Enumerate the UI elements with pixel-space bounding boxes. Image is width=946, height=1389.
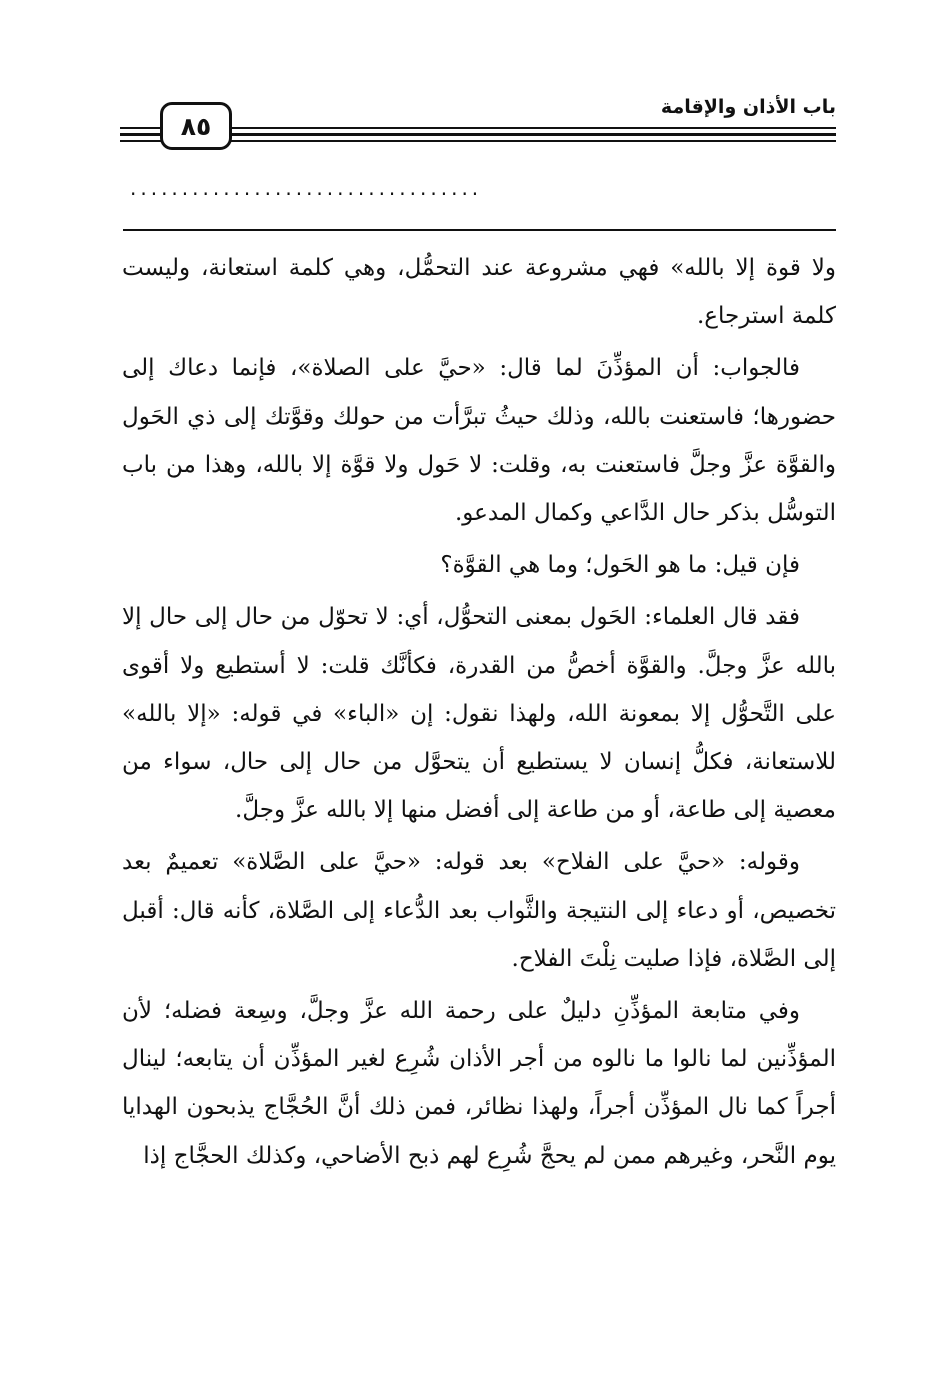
paragraph-scholars: فقد قال العلماء: الحَول بمعنى التحوُّل، أي: لا تحوّل من حال إلى حال إلا بالله عزَّ وجلَّ. والقوَّة أخصُّ من القدرة، فكأنَّك قلت: لا أستطيع ولا أقوى على التَّحوُّل إلا بمعونة الله، ولهذا نقول: إن «الباء» في قوله: «إلا بالله» للاستعانة، فكلُّ إنسان لا يستطيع أن يتحوَّل من حال إلى حال، سواء من معصية إلى طاعة، أو من طاعة إلى أفضل منها إلا بالله عزَّ وجلَّ. [122, 604, 836, 824]
chapter-title: باب الأذان والإقامة [660, 96, 836, 118]
body-text [122, 244, 836, 1184]
paragraph-following-muadhin: وفي متابعة المؤذِّنِ دليلٌ على رحمة الله عزَّ وجلَّ، وسِعة فضله؛ لأن المؤذِّنين لما نالوا ما نالوه من أجر الأذان شُرِع لغير المؤذِّن أن يتابعه؛ لينال أجراً كما نال المؤذِّن أجراً، ولهذا نظائر، فمن ذلك أنَّ الحُجَّاج يذبحون الهدايا يوم النَّحر، وغيرهم ممن لم يحجَّ شُرِع لهم ذبح الأضاحي، وكذلك الحجَّاج إذا [122, 998, 836, 1169]
footnote-separator-line [123, 229, 836, 231]
page-number: ٨٥ [160, 102, 232, 150]
page-header [120, 92, 836, 152]
paragraph-answer: فالجواب: أن المؤذِّنَ لما قال: «حيَّ على الصلاة»، فإنما دعاك إلى حضورها؛ فاستعنت بالله، وذلك حيثُ تبرَّأت من حولك وقوَّتك إلى ذي الحَول والقوَّة عزَّ وجلَّ فاستعنت به، وقلت: لا حَول ولا قوَّة إلا بالله، وهذا من باب التوسُّل بذكر حال الدَّاعي وكمال المدعو. [122, 355, 836, 527]
paragraph-question: فإن قيل: ما هو الحَول؛ وما هي القوَّة؟ [440, 552, 800, 579]
dotted-separator: .................................. [130, 176, 483, 200]
paragraph-continuation: ولا قوة إلا بالله» فهي مشروعة عند التحمُّل، وهي كلمة استعانة، وليست كلمة استرجاع. [122, 255, 836, 330]
paragraph-falah: وقوله: «حيَّ على الفلاح» بعد قوله: «حيَّ على الصَّلاة» تعميمٌ بعد تخصيص، أو دعاء إلى النتيجة والثَّواب بعد الدُّعاء إلى الصَّلاة، كأنه قال: أقبل إلى الصَّلاة، فإذا صليت نِلْتَ الفلاح. [122, 849, 836, 972]
